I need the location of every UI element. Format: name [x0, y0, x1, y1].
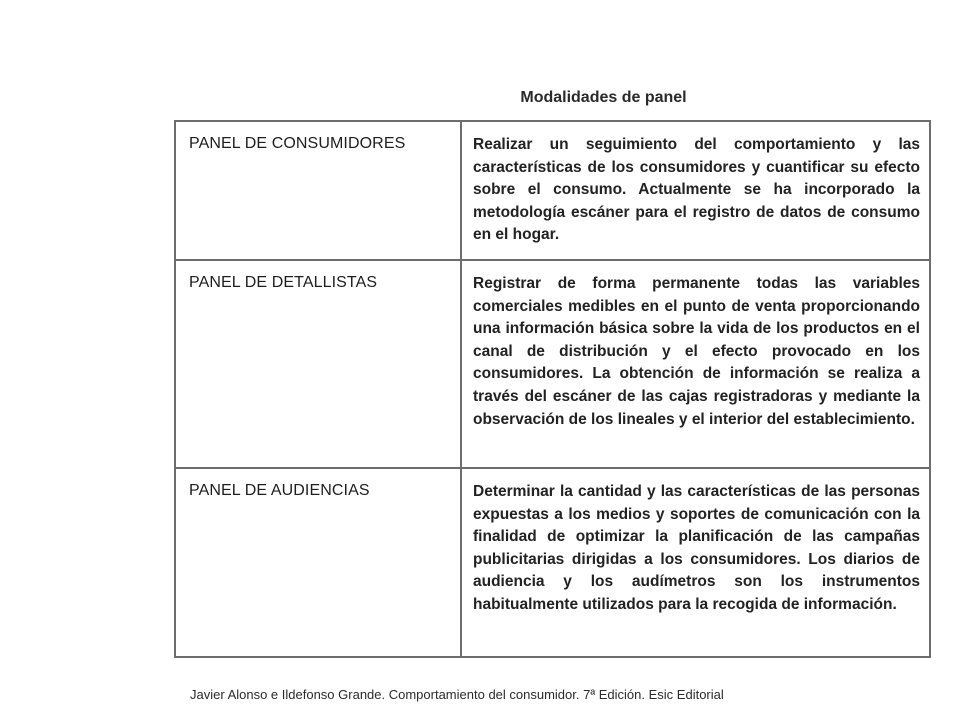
panel-name-cell — [175, 260, 461, 468]
panel-modalities-table — [174, 120, 931, 658]
panel-name: PANEL DE DETALLISTAS — [189, 274, 378, 291]
panel-description-cell — [461, 121, 930, 260]
panel-name: PANEL DE CONSUMIDORES — [189, 135, 406, 152]
panel-name-cell — [175, 121, 461, 260]
source-caption: Javier Alonso e Ildefonso Grande. Comportamiento del consumidor. 7ª Edición. Esic Editorial — [190, 687, 724, 702]
panel-description: Determinar la cantidad y las características de las personas expuestas a los medios y soportes de comunicación con la finalidad de optimizar la planificación de las campañas publicitarias dirigidas a los consumidores. Los diarios de audiencia y los audímetros son los instrumentos habitualmente utilizados para la recogida de información. — [473, 483, 920, 613]
table-row — [175, 260, 930, 468]
table-title: Modalidades de panel — [520, 89, 687, 106]
panel-description-cell — [461, 260, 930, 468]
panel-description: Registrar de forma permanente todas las variables comerciales medibles en el punto de venta proporcionando una información básica sobre la vida de los productos en el canal de distribución y el efecto provocado en los consumidores. La obtención de información se realiza a través del escáner de las cajas registradoras y mediante la observación de los lineales y el interior del establecimiento. — [473, 275, 920, 428]
panel-description: Realizar un seguimiento del comportamiento y las características de los consumidores y cuantificar su efecto sobre el consumo. Actualmente se ha incorporado la metodología escáner para el registro de datos de consumo en el hogar. — [473, 136, 920, 244]
panel-name: PANEL DE AUDIENCIAS — [189, 482, 370, 499]
table-row — [175, 468, 930, 657]
panel-name-cell — [175, 468, 461, 657]
table-row — [175, 121, 930, 260]
panel-description-cell — [461, 468, 930, 657]
